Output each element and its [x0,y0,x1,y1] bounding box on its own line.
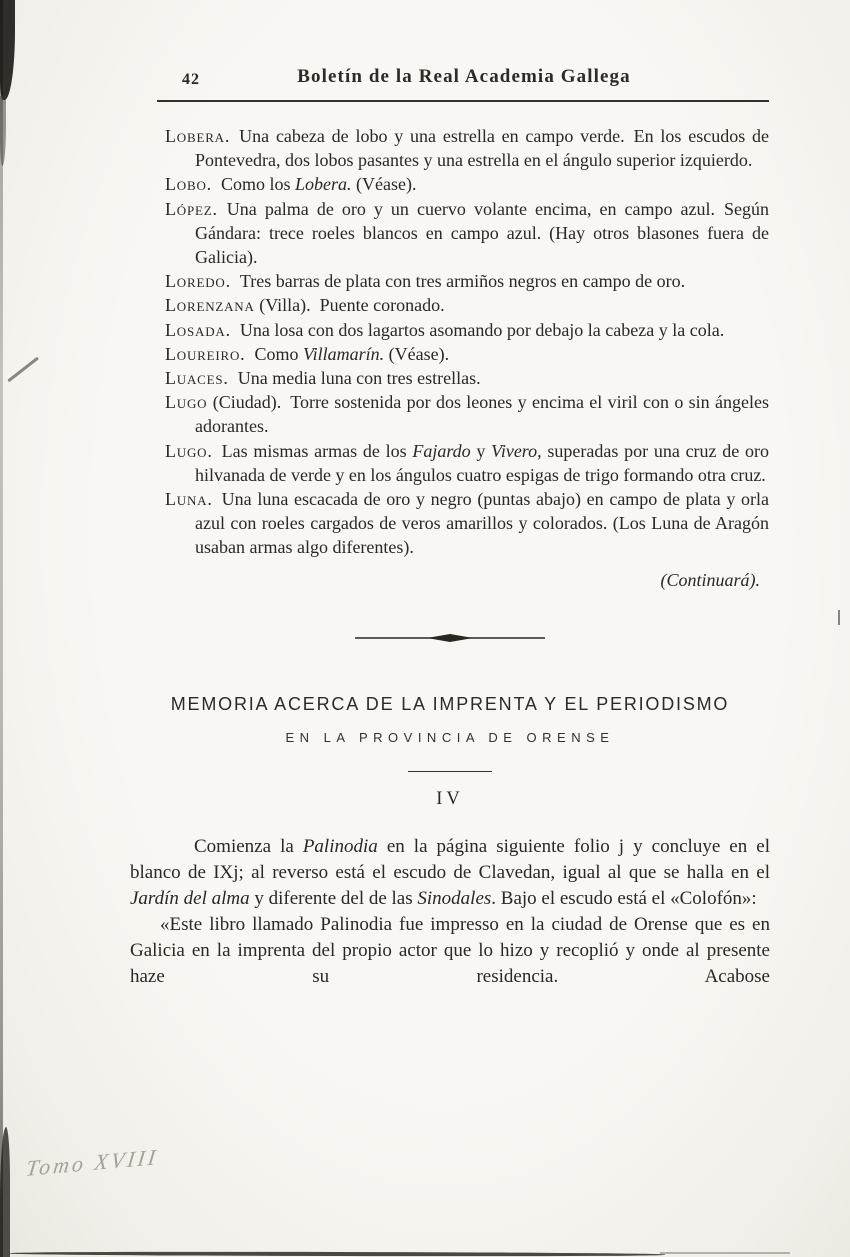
entry-luaces [165,366,769,390]
entry-term: Loureiro. [165,343,246,364]
entry-body: (Villa). Puente coronado. [254,295,445,316]
scan-edge-artifact-bottom-2 [660,1252,790,1254]
paragraph-1: Comienza la Palinodia en la página siguiente folio j y concluye en el blanco de IXj; al reverso está el escudo de Clavedan, igual al que se halla en el Jardín del alma y diferente del de las Sinodales. Bajo el escudo está el «Colofón»: [130,836,770,910]
pencil-mark-left-margin [7,357,38,382]
entry-lopez [165,197,769,270]
subtitle-rule [408,771,492,773]
entry-lugo [165,439,769,487]
page-header [158,66,770,96]
entry-term: Lorenzana [165,295,255,316]
entry-body: Las mismas armas de los Fajardo y Vivero, superadas por una cruz de oro hilvanada de verde y en los ángulos cuatro espigas de trigo formando otra cruz. [195,440,770,485]
entry-term: Luaces. [165,368,229,389]
page-number: 42 [182,71,200,88]
chapter-numeral: IV [436,789,464,810]
continuation-note-text: (Continuará). [660,569,760,590]
entry-lorenzana [165,293,769,317]
entry-body: Una palma de oro y un cuervo volante encima, en campo azul. Según Gándara: trece roeles blancos en campo azul. (Hay otros blasones fuera de Galicia). [195,198,769,268]
scan-edge-artifact-bottom [10,1251,665,1257]
header-rule [157,100,769,102]
entry-term: Lugo [165,392,208,413]
entry-term: Luna. [165,489,213,510]
entry-body: Como Villamarín. (Véase). [245,343,450,364]
section-subtitle: EN LA PROVINCIA DE ORENSE [285,729,615,745]
entry-term: Losada. [165,319,231,340]
entry-body: Tres barras de plata con tres armiños negros en campo de oro. [230,271,686,292]
entry-body: Una luna escacada de oro y negro (puntas abajo) en campo de plata y orla azul con roeles cargados de veros amarillos y colorados. (Los Luna de Aragón usaban armas algo diferentes). [195,489,769,558]
entry-term: López. [165,198,218,219]
entry-body: (Ciudad). Torre sostenida por dos leones y encima el viril con o sin ángeles adorantes. [195,392,769,437]
scan-corner-artifact-top-left [0,0,15,100]
entry-lugo-ciudad [165,390,769,438]
entry-body: Como los Lobera. (Véase). [211,174,417,195]
entry-loureiro [165,342,769,366]
entry-body: Una cabeza de lobo y una estrella en campo verde. En los escudos de Pontevedra, dos lobos pasantes y una estrella en el ángulo superior izquierdo. [195,126,769,171]
entry-body: Una media luna con tres estrellas. [228,368,481,389]
section-title: MEMORIA ACERCA DE LA IMPRENTA Y EL PERIODISMO [170,693,730,714]
entry-lobo [165,172,769,196]
entry-term: Lobo. [165,174,212,195]
paragraph-2: «Este libro llamado Palinodia fue impresso en la ciudad de Orense que es en Galicia en la imprenta del propio actor que lo hizo y recoplió y onde al presente haze su residencia. Acabose [130,914,770,988]
scan-mark-right-margin [838,610,841,625]
scan-edge-artifact-left [0,0,3,1257]
entry-losada [165,318,769,342]
journal-title: Boletín de la Real Academia Gallega [297,66,631,87]
heraldry-entries [165,124,769,560]
entry-term: Lugo. [165,440,213,461]
entry-lobera [165,124,769,172]
continuation-note [130,568,770,592]
entry-term: Lobera. [165,126,231,146]
scan-corner-artifact-top-left-2 [0,96,6,166]
entry-loredo [165,269,769,293]
handwritten-annotation: Tomo XVIII [24,1144,160,1181]
entry-term: Loredo. [165,271,231,292]
scan-corner-artifact-bottom-left [0,1127,10,1257]
entry-luna [165,487,769,560]
text-block [130,124,770,990]
section-divider [130,632,770,644]
divider-ornament-icon [355,632,545,644]
entry-body: Una losa con dos lagartos asomando por debajo la cabeza y la cola. [230,319,725,340]
